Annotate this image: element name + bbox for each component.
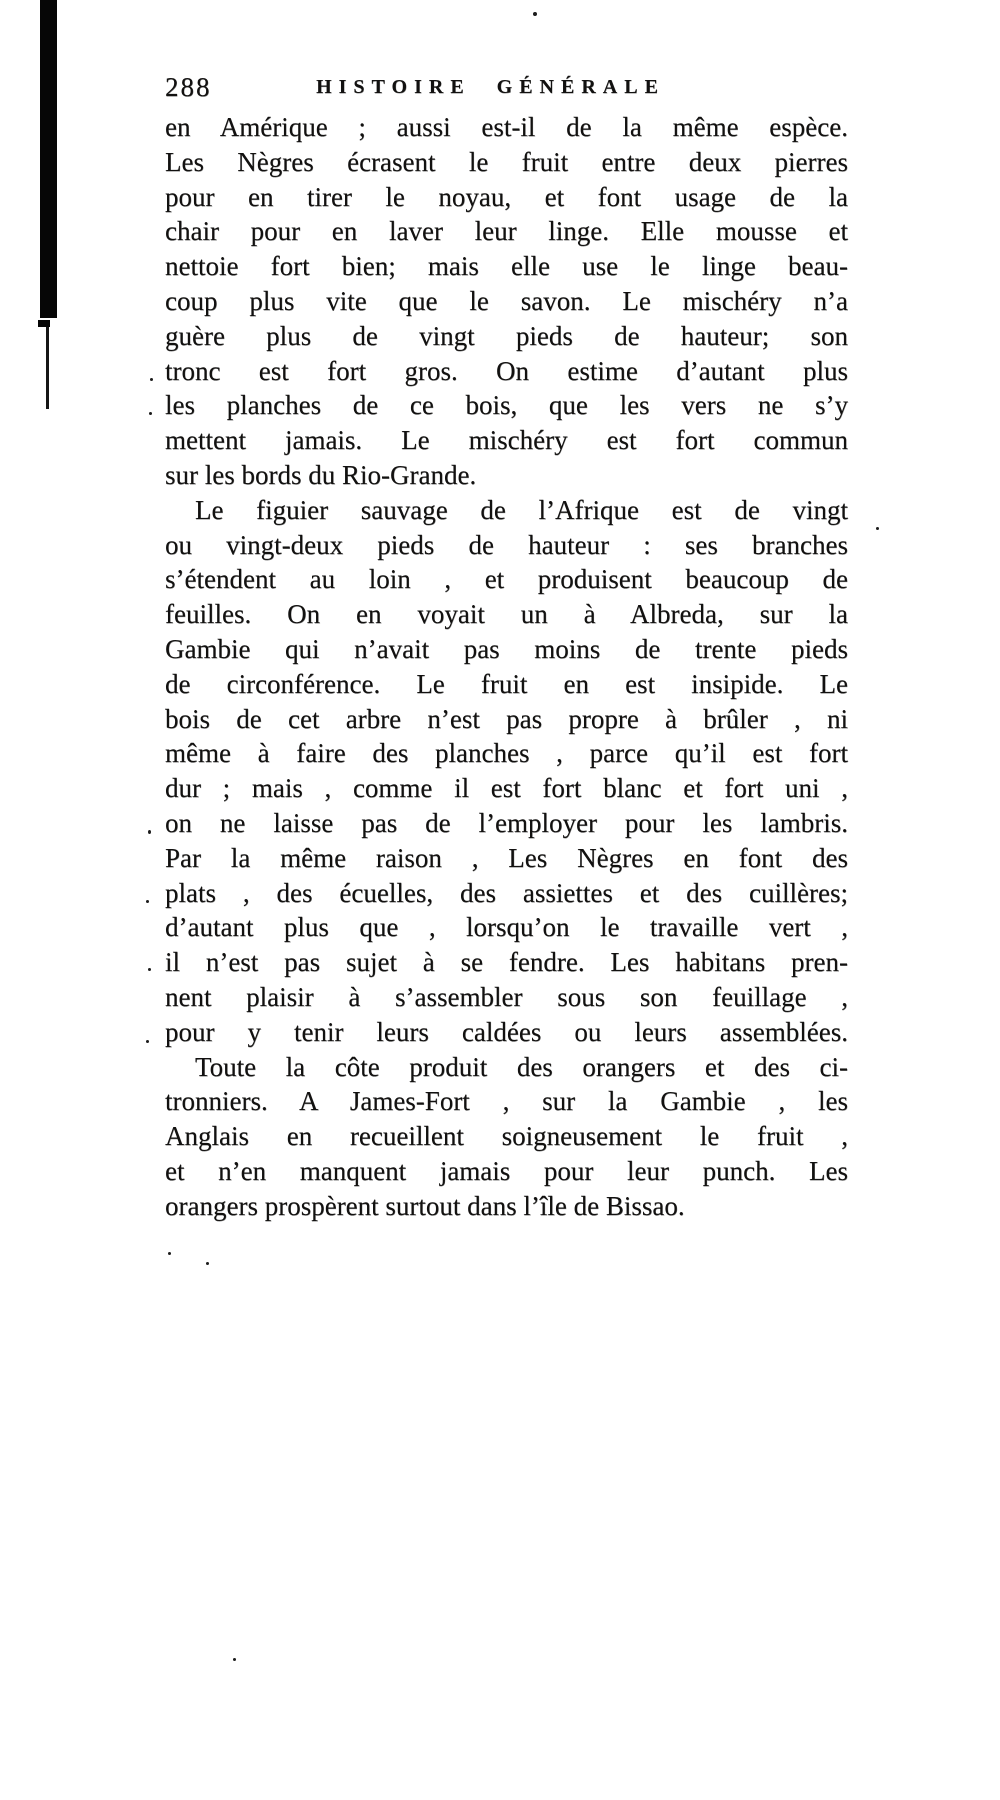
scan-speckle (533, 12, 537, 16)
page-text (165, 110, 848, 1224)
scan-speckle (876, 527, 879, 530)
binding-shadow-bar (40, 0, 57, 318)
text-line: il n’est pas sujet à se fendre. Les habitans pren- (165, 947, 848, 978)
text-line: pour en tirer le noyau, et font usage de la (165, 181, 848, 212)
text-line: bois de cet arbre n’est pas propre à brûler , ni (165, 703, 848, 734)
running-title: HISTOIRE GÉNÉRALE (316, 76, 665, 98)
text-line: pour y tenir leurs caldées ou leurs assemblées. (165, 1016, 848, 1047)
scan-speckle (148, 968, 151, 971)
text-line: de circonférence. Le fruit en est insipide. Le (165, 668, 848, 699)
text-line-paragraph-start: Le figuier sauvage de l’Afrique est de vingt (195, 494, 848, 525)
text-line: coup plus vite que le savon. Le mischéry n’a (165, 285, 848, 316)
text-line: s’étendent au loin , et produisent beaucoup de (165, 564, 848, 595)
text-line-paragraph-end: orangers prospèrent surtout dans l’île de Bissao. (165, 1190, 685, 1221)
text-line: guère plus de vingt pieds de hauteur; son (165, 320, 848, 351)
text-line: ou vingt-deux pieds de hauteur : ses branches (165, 529, 848, 560)
text-line-paragraph-start: Toute la côte produit des orangers et des ci- (195, 1051, 848, 1082)
text-line: d’autant plus que , lorsqu’on le travaille vert , (165, 912, 848, 943)
page-content (165, 72, 848, 1224)
page-header (165, 72, 848, 102)
scan-speckle (149, 412, 152, 415)
text-line-paragraph-end: sur les bords du Rio-Grande. (165, 459, 477, 490)
scan-speckle (233, 1658, 236, 1661)
text-line: et n’en manquent jamais pour leur punch. Les (165, 1155, 848, 1186)
text-line: tronniers. A James-Fort , sur la Gambie , les (165, 1086, 848, 1117)
text-line: on ne laisse pas de l’employer pour les lambris. (165, 807, 848, 838)
text-line: chair pour en laver leur linge. Elle mousse et (165, 216, 848, 247)
text-line: en Amérique ; aussi est-il de la même espèce. (165, 112, 848, 142)
page-number: 288 (165, 72, 212, 102)
scan-speckle (146, 1040, 149, 1043)
text-line: nent plaisir à s’assembler sous son feuillage , (165, 981, 848, 1012)
text-line: Gambie qui n’avait pas moins de trente pieds (165, 633, 848, 664)
scan-speckle (206, 1262, 209, 1265)
text-line: plats , des écuelles, des assiettes et des cuillères; (165, 877, 848, 908)
scan-speckle (168, 1252, 171, 1255)
text-line: feuilles. On en voyait un à Albreda, sur la (165, 599, 848, 630)
text-line: tronc est fort gros. On estime d’autant plus (165, 355, 848, 386)
scan-speckle (146, 900, 149, 903)
text-line: Les Nègres écrasent le fruit entre deux pierres (165, 146, 848, 177)
scan-speckle (148, 830, 151, 834)
text-line: Anglais en recueillent soigneusement le fruit , (165, 1121, 848, 1152)
text-line: même à faire des planches , parce qu’il est fort (165, 738, 848, 769)
text-line: les planches de ce bois, que les vers ne s’y (165, 390, 848, 421)
binding-shadow-line (46, 327, 49, 409)
text-line: Par la même raison , Les Nègres en font des (165, 842, 848, 873)
text-line: dur ; mais , comme il est fort blanc et fort uni , (165, 773, 848, 804)
text-line: mettent jamais. Le mischéry est fort commun (165, 425, 848, 456)
binding-shadow-nub (38, 320, 50, 327)
text-line: nettoie fort bien; mais elle use le linge beau- (165, 251, 848, 282)
scan-speckle (150, 378, 153, 381)
